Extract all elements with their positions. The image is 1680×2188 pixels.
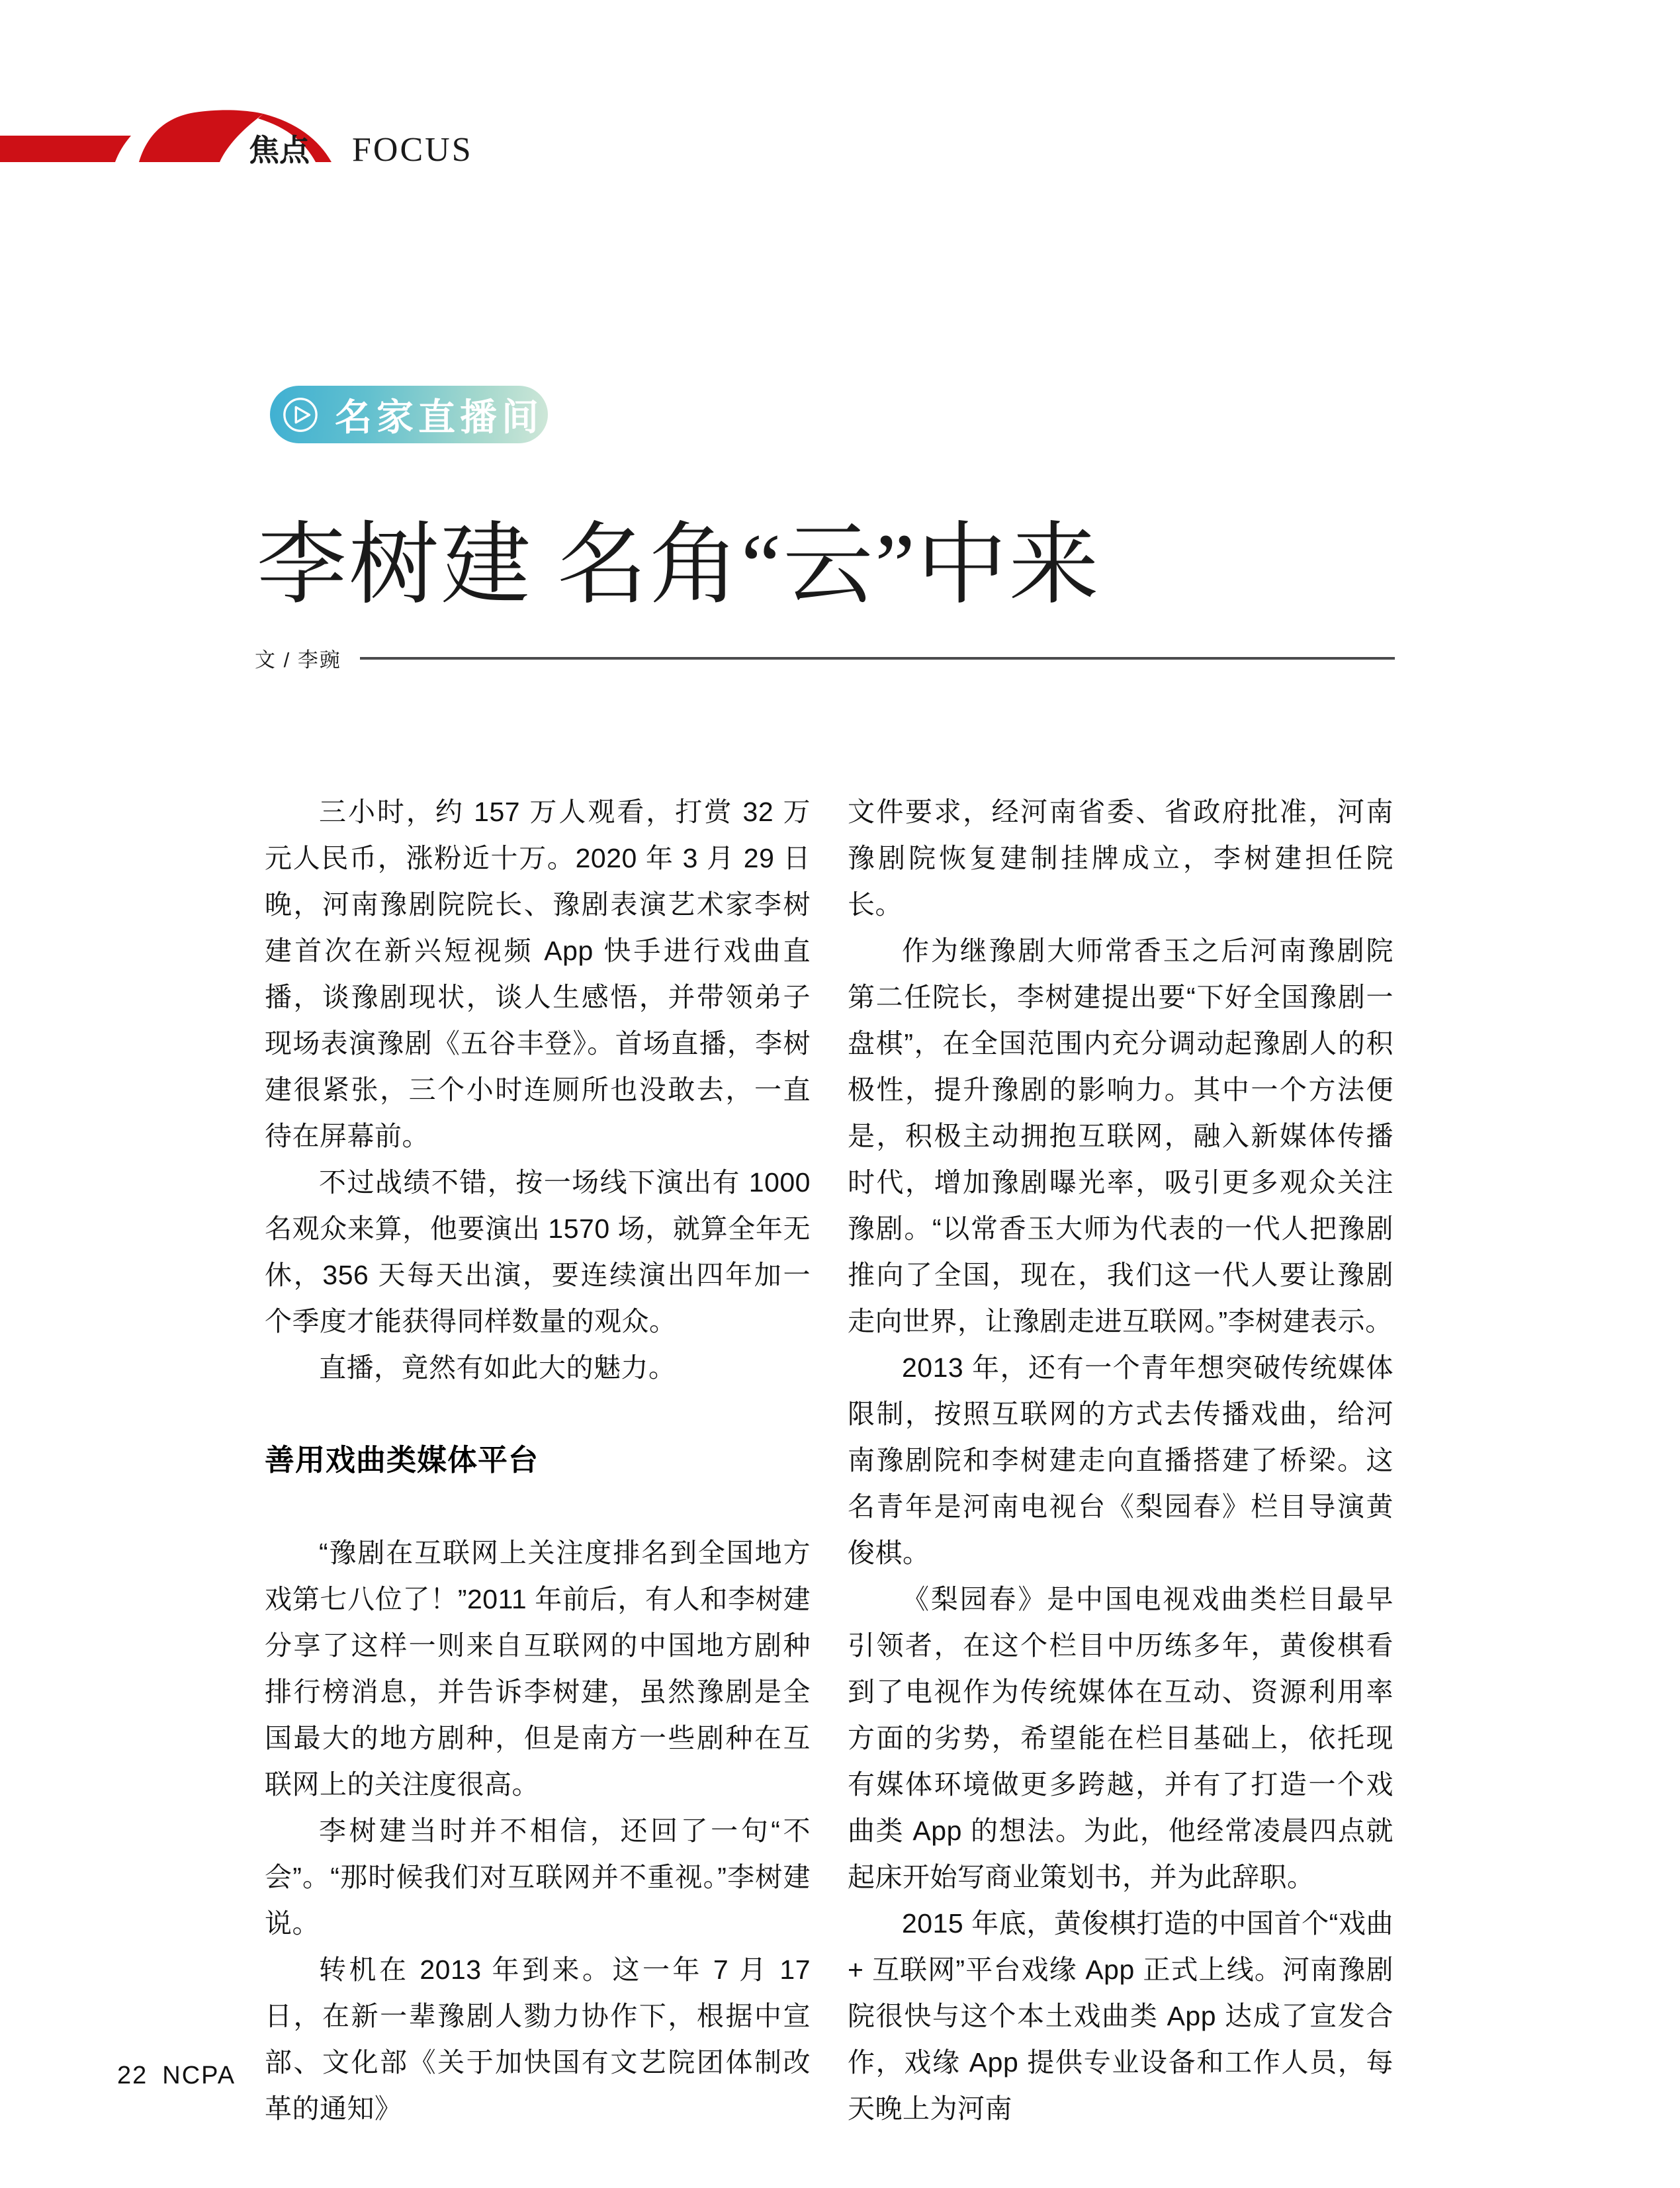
article-body xyxy=(265,789,1393,2132)
masthead-swoosh xyxy=(139,110,263,162)
masthead-focus-logo xyxy=(0,98,476,172)
paragraph: 2015 年底，黄俊棋打造的中国首个“戏曲 + 互联网”平台戏缘 App 正式上线。河南豫剧院很快与这个本土戏曲类 App 达成了宣发合作，戏缘 App 提供专业设备和工作人员，每天晚上为河南 xyxy=(848,1908,1393,2124)
paragraph: 转机在 2013 年到来。这一年 7 月 17 日，在新一辈豫剧人勠力协作下，根据中宣部、文化部《关于加快国有文艺院团体制改革的通知》 xyxy=(265,1954,811,2124)
masthead-section-cn: 焦点 xyxy=(249,133,310,167)
byline: 文 / 李豌 xyxy=(255,648,341,672)
play-icon xyxy=(282,396,319,433)
paragraph: “豫剧在互联网上关注度排名到全国地方戏第七八位了！”2011 年前后，有人和李树建分享了这样一则来自互联网的中国地方剧种排行榜消息，并告诉李树建，虽然豫剧是全国最大的地方剧种，但是南方一些剧种在互联网上的关注度很高。 xyxy=(265,1538,811,1800)
right-column xyxy=(848,789,1393,2132)
paragraph: 三小时，约 157 万人观看，打赏 32 万元人民币，涨粉近十万。2020 年 3 月 29 日晚，河南豫剧院院长、豫剧表演艺术家李树建首次在新兴短视频 App 快手进行戏曲直播，谈豫剧现状，谈人生感悟，并带领弟子现场表演豫剧《五谷丰登》。首场直播，李树建很紧张，三个小时连厕所也没敢去，一直待在屏幕前。 xyxy=(265,797,811,1151)
badge-label: 名家直播间 xyxy=(335,396,543,438)
byline-row xyxy=(255,643,1395,673)
masthead-section-en: FOCUS xyxy=(352,131,473,169)
paragraph: 直播，竟然有如此大的魅力。 xyxy=(319,1352,676,1383)
article-title: 李树建 名角“云”中来 xyxy=(257,516,1101,616)
journal-name: NCPA xyxy=(162,2062,236,2089)
paragraph: 《梨园春》是中国电视戏曲类栏目最早引领者，在这个栏目中历练多年，黄俊棋看到了电视作为传统媒体在互动、资源利用率方面的劣势，希望能在栏目基础上，依托现有媒体环境做更多跨越，并有了打造一个戏曲类 App 的想法。为此，他经常凌晨四点就起床开始写商业策划书，并为此辞职。 xyxy=(848,1584,1393,1892)
page-number: 22 xyxy=(117,2062,148,2089)
paragraph: 李树建当时并不相信，还回了一句“不会”。“那时候我们对互联网并不重视。”李树建说。 xyxy=(265,1816,811,1939)
section-heading: 善用戏曲类媒体平台 xyxy=(265,1443,539,1477)
paragraph: 不过战绩不错，按一场线下演出有 1000 名观众来算，他要演出 1570 场，就算全年无休，356 天每天出演，要连续演出四年加一个季度才能获得同样数量的观众。 xyxy=(265,1167,811,1336)
masthead-red-bar xyxy=(0,136,131,162)
live-room-badge xyxy=(270,386,548,443)
paragraph: 文件要求，经河南省委、省政府批准，河南豫剧院恢复建制挂牌成立，李树建担任院长。 xyxy=(848,797,1393,920)
byline-rule xyxy=(360,657,1395,660)
left-column xyxy=(265,789,811,2132)
page-folio xyxy=(117,2062,236,2090)
paragraph: 2013 年，还有一个青年想突破传统媒体限制，按照互联网的方式去传播戏曲，给河南豫剧院和李树建走向直播搭建了桥梁。这名青年是河南电视台《梨园春》栏目导演黄俊棋。 xyxy=(848,1352,1393,1568)
paragraph: 作为继豫剧大师常香玉之后河南豫剧院第二任院长，李树建提出要“下好全国豫剧一盘棋”，在全国范围内充分调动起豫剧人的积极性，提升豫剧的影响力。其中一个方法便是，积极主动拥抱互联网，融入新媒体传播时代，增加豫剧曝光率，吸引更多观众关注豫剧。“以常香玉大师为代表的一代人把豫剧推向了全国，现在，我们这一代人要让豫剧走向世界，让豫剧走进互联网。”李树建表示。 xyxy=(848,936,1393,1336)
focus-swoosh-graphic xyxy=(0,98,476,172)
